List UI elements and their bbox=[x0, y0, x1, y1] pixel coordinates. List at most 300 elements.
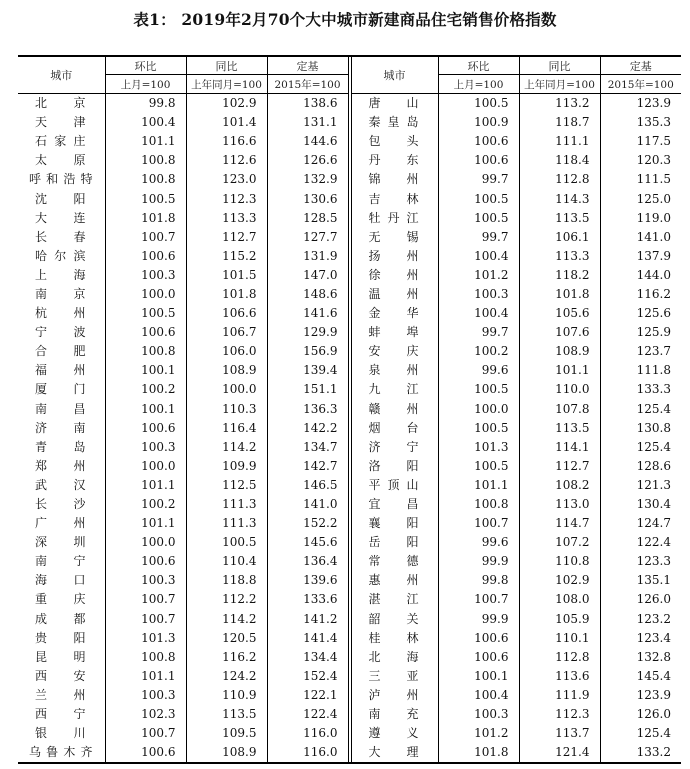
mom-index-right: 99.8 bbox=[438, 571, 519, 590]
city-name-left: 北 京 bbox=[35, 96, 86, 111]
mom-index-left: 100.2 bbox=[105, 495, 186, 514]
mom-index-left: 100.0 bbox=[105, 533, 186, 552]
mom-index-right: 101.2 bbox=[438, 266, 519, 285]
mom-index-right: 99.7 bbox=[438, 228, 519, 247]
base-index-right: 111.5 bbox=[600, 170, 681, 189]
table-row bbox=[18, 94, 681, 114]
yoy-index-right: 108.0 bbox=[519, 590, 600, 609]
city-name-left: 武 汉 bbox=[35, 477, 86, 492]
subheader-mom-right: 上月=100 bbox=[438, 75, 519, 94]
yoy-index-right: 111.9 bbox=[519, 686, 600, 705]
header-yoy-left: 同比 bbox=[186, 56, 267, 75]
yoy-index-right: 101.1 bbox=[519, 361, 600, 380]
table-row bbox=[18, 629, 681, 648]
yoy-index-left: 112.3 bbox=[186, 189, 267, 208]
mom-index-right: 100.5 bbox=[438, 457, 519, 476]
yoy-index-left: 106.7 bbox=[186, 323, 267, 342]
city-name-right: 九 江 bbox=[368, 382, 419, 397]
city-name-left: 南 宁 bbox=[35, 554, 86, 569]
yoy-index-left: 109.5 bbox=[186, 724, 267, 743]
yoy-index-left: 116.4 bbox=[186, 419, 267, 438]
base-index-left: 122.4 bbox=[267, 705, 348, 724]
mom-index-left: 101.1 bbox=[105, 476, 186, 495]
city-name-right: 秦皇岛 bbox=[368, 115, 419, 130]
yoy-index-right: 113.0 bbox=[519, 495, 600, 514]
city-name-left: 南 京 bbox=[35, 286, 86, 301]
city-name-right: 蚌 埠 bbox=[368, 325, 419, 340]
base-index-right: 137.9 bbox=[600, 247, 681, 266]
yoy-index-left: 111.3 bbox=[186, 495, 267, 514]
base-index-right: 133.2 bbox=[600, 743, 681, 763]
yoy-index-right: 118.4 bbox=[519, 151, 600, 170]
yoy-index-left: 124.2 bbox=[186, 667, 267, 686]
base-index-left: 147.0 bbox=[267, 266, 348, 285]
base-index-right: 123.9 bbox=[600, 94, 681, 114]
base-index-left: 139.4 bbox=[267, 361, 348, 380]
mom-index-right: 100.7 bbox=[438, 514, 519, 533]
table-row bbox=[18, 342, 681, 361]
city-name-right: 济 宁 bbox=[368, 439, 419, 454]
base-index-right: 120.3 bbox=[600, 151, 681, 170]
city-name-right: 岳 阳 bbox=[368, 535, 419, 550]
mom-index-right: 100.6 bbox=[438, 132, 519, 151]
mom-index-left: 100.6 bbox=[105, 419, 186, 438]
base-index-right: 124.7 bbox=[600, 514, 681, 533]
table-row bbox=[18, 686, 681, 705]
city-name-right: 三 亚 bbox=[368, 668, 419, 683]
base-index-right: 121.3 bbox=[600, 476, 681, 495]
base-index-right: 135.1 bbox=[600, 571, 681, 590]
mom-index-left: 101.3 bbox=[105, 629, 186, 648]
yoy-index-right: 101.8 bbox=[519, 285, 600, 304]
mom-index-right: 99.9 bbox=[438, 610, 519, 629]
mom-index-right: 100.4 bbox=[438, 686, 519, 705]
mom-index-left: 100.6 bbox=[105, 323, 186, 342]
base-index-right: 126.0 bbox=[600, 590, 681, 609]
table-row bbox=[18, 189, 681, 208]
base-index-left: 138.6 bbox=[267, 94, 348, 114]
base-index-left: 156.9 bbox=[267, 342, 348, 361]
mom-index-left: 100.3 bbox=[105, 571, 186, 590]
table-row bbox=[18, 495, 681, 514]
subheader-base-left: 2015年=100 bbox=[267, 75, 348, 94]
base-index-right: 130.8 bbox=[600, 419, 681, 438]
mom-index-right: 99.6 bbox=[438, 533, 519, 552]
base-index-left: 141.6 bbox=[267, 304, 348, 323]
base-index-right: 123.9 bbox=[600, 686, 681, 705]
base-index-right: 123.3 bbox=[600, 552, 681, 571]
table-row bbox=[18, 170, 681, 189]
header-city-left: 城市 bbox=[18, 56, 105, 94]
base-index-right: 125.0 bbox=[600, 189, 681, 208]
price-index-table bbox=[18, 55, 681, 764]
mom-index-right: 101.1 bbox=[438, 476, 519, 495]
subheader-base-right: 2015年=100 bbox=[600, 75, 681, 94]
mom-index-left: 101.8 bbox=[105, 209, 186, 228]
base-index-left: 136.4 bbox=[267, 552, 348, 571]
yoy-index-left: 118.8 bbox=[186, 571, 267, 590]
base-index-left: 134.7 bbox=[267, 438, 348, 457]
base-index-left: 127.7 bbox=[267, 228, 348, 247]
yoy-index-left: 101.4 bbox=[186, 113, 267, 132]
city-name-right: 安 庆 bbox=[368, 344, 419, 359]
yoy-index-right: 112.8 bbox=[519, 170, 600, 189]
yoy-index-right: 112.8 bbox=[519, 648, 600, 667]
yoy-index-right: 113.7 bbox=[519, 724, 600, 743]
mom-index-left: 100.0 bbox=[105, 457, 186, 476]
yoy-index-left: 109.9 bbox=[186, 457, 267, 476]
mom-index-right: 100.5 bbox=[438, 209, 519, 228]
table-row bbox=[18, 247, 681, 266]
base-index-left: 151.1 bbox=[267, 380, 348, 399]
base-index-right: 125.9 bbox=[600, 323, 681, 342]
table-row bbox=[18, 323, 681, 342]
base-index-right: 126.0 bbox=[600, 705, 681, 724]
yoy-index-left: 114.2 bbox=[186, 438, 267, 457]
city-name-left: 昆 明 bbox=[35, 649, 86, 664]
city-name-left: 青 岛 bbox=[35, 439, 86, 454]
city-name-right: 韶 关 bbox=[368, 611, 419, 626]
yoy-index-left: 112.7 bbox=[186, 228, 267, 247]
yoy-index-left: 110.3 bbox=[186, 400, 267, 419]
city-name-left: 重 庆 bbox=[35, 592, 86, 607]
yoy-index-left: 116.6 bbox=[186, 132, 267, 151]
base-index-left: 152.4 bbox=[267, 667, 348, 686]
city-name-right: 洛 阳 bbox=[368, 458, 419, 473]
base-index-left: 134.4 bbox=[267, 648, 348, 667]
mom-index-left: 100.5 bbox=[105, 304, 186, 323]
table-row bbox=[18, 533, 681, 552]
yoy-index-left: 101.8 bbox=[186, 285, 267, 304]
mom-index-right: 99.7 bbox=[438, 170, 519, 189]
base-index-right: 141.0 bbox=[600, 228, 681, 247]
base-index-left: 141.2 bbox=[267, 610, 348, 629]
mom-index-right: 100.0 bbox=[438, 400, 519, 419]
city-name-left: 郑 州 bbox=[35, 458, 86, 473]
table-row bbox=[18, 457, 681, 476]
yoy-index-right: 107.2 bbox=[519, 533, 600, 552]
mom-index-left: 99.8 bbox=[105, 94, 186, 114]
yoy-index-left: 102.9 bbox=[186, 94, 267, 114]
city-name-right: 烟 台 bbox=[368, 420, 419, 435]
base-index-left: 148.6 bbox=[267, 285, 348, 304]
city-name-left: 海 口 bbox=[35, 573, 86, 588]
city-name-right: 牡丹江 bbox=[368, 210, 419, 225]
mom-index-left: 102.3 bbox=[105, 705, 186, 724]
city-name-left: 呼和浩特 bbox=[29, 172, 93, 187]
city-name-left: 沈 阳 bbox=[35, 191, 86, 206]
table-row bbox=[18, 304, 681, 323]
yoy-index-right: 105.6 bbox=[519, 304, 600, 323]
mom-index-left: 100.7 bbox=[105, 228, 186, 247]
yoy-index-left: 100.5 bbox=[186, 533, 267, 552]
city-name-right: 宜 昌 bbox=[368, 497, 419, 512]
city-name-right: 常 德 bbox=[368, 554, 419, 569]
city-name-left: 福 州 bbox=[35, 363, 86, 378]
mom-index-left: 100.7 bbox=[105, 724, 186, 743]
table-row bbox=[18, 285, 681, 304]
yoy-index-right: 112.7 bbox=[519, 457, 600, 476]
city-name-left: 太 原 bbox=[35, 153, 86, 168]
mom-index-right: 100.7 bbox=[438, 590, 519, 609]
yoy-index-right: 113.5 bbox=[519, 419, 600, 438]
base-index-right: 128.6 bbox=[600, 457, 681, 476]
mom-index-right: 100.1 bbox=[438, 667, 519, 686]
city-name-right: 锦 州 bbox=[368, 172, 419, 187]
yoy-index-left: 123.0 bbox=[186, 170, 267, 189]
yoy-index-left: 106.6 bbox=[186, 304, 267, 323]
table-row bbox=[18, 228, 681, 247]
yoy-index-left: 108.9 bbox=[186, 743, 267, 763]
mom-index-left: 100.1 bbox=[105, 361, 186, 380]
city-name-right: 南 充 bbox=[368, 707, 419, 722]
city-name-right: 包 头 bbox=[368, 134, 419, 149]
city-name-left: 广 州 bbox=[35, 516, 86, 531]
yoy-index-right: 102.9 bbox=[519, 571, 600, 590]
mom-index-right: 101.3 bbox=[438, 438, 519, 457]
yoy-index-right: 108.2 bbox=[519, 476, 600, 495]
yoy-index-right: 110.8 bbox=[519, 552, 600, 571]
city-name-left: 西 宁 bbox=[35, 707, 86, 722]
base-index-right: 117.5 bbox=[600, 132, 681, 151]
city-name-right: 金 华 bbox=[368, 306, 419, 321]
yoy-index-left: 111.3 bbox=[186, 514, 267, 533]
header-city-right: 城市 bbox=[351, 56, 438, 94]
mom-index-right: 99.6 bbox=[438, 361, 519, 380]
mom-index-right: 100.4 bbox=[438, 247, 519, 266]
base-index-right: 135.3 bbox=[600, 113, 681, 132]
city-name-right: 赣 州 bbox=[368, 401, 419, 416]
city-name-right: 泸 州 bbox=[368, 687, 419, 702]
mom-index-left: 100.8 bbox=[105, 170, 186, 189]
header-yoy-right: 同比 bbox=[519, 56, 600, 75]
base-index-left: 129.9 bbox=[267, 323, 348, 342]
yoy-index-right: 113.5 bbox=[519, 209, 600, 228]
city-name-left: 宁 波 bbox=[35, 325, 86, 340]
yoy-index-right: 111.1 bbox=[519, 132, 600, 151]
base-index-left: 142.2 bbox=[267, 419, 348, 438]
table-row bbox=[18, 705, 681, 724]
yoy-index-right: 105.9 bbox=[519, 610, 600, 629]
mom-index-right: 100.5 bbox=[438, 94, 519, 114]
mom-index-right: 100.5 bbox=[438, 189, 519, 208]
city-name-left: 乌鲁木齐 bbox=[18, 743, 105, 763]
base-index-left: 145.6 bbox=[267, 533, 348, 552]
table-row bbox=[18, 266, 681, 285]
yoy-index-right: 108.9 bbox=[519, 342, 600, 361]
yoy-index-left: 110.4 bbox=[186, 552, 267, 571]
city-name-right: 湛 江 bbox=[368, 592, 419, 607]
subheader-yoy-left: 上年同月=100 bbox=[186, 75, 267, 94]
mom-index-left: 101.1 bbox=[105, 132, 186, 151]
table-row bbox=[18, 724, 681, 743]
city-name-right: 平顶山 bbox=[368, 477, 419, 492]
mom-index-left: 100.3 bbox=[105, 266, 186, 285]
mom-index-right: 99.9 bbox=[438, 552, 519, 571]
base-index-right: 119.0 bbox=[600, 209, 681, 228]
mom-index-left: 100.1 bbox=[105, 400, 186, 419]
mom-index-right: 100.8 bbox=[438, 495, 519, 514]
base-index-right: 133.3 bbox=[600, 380, 681, 399]
yoy-index-right: 118.7 bbox=[519, 113, 600, 132]
table-row bbox=[18, 419, 681, 438]
city-name-left: 银 川 bbox=[35, 726, 86, 741]
mom-index-left: 100.7 bbox=[105, 610, 186, 629]
header-mom-right: 环比 bbox=[438, 56, 519, 75]
mom-index-left: 100.4 bbox=[105, 113, 186, 132]
city-name-right: 扬 州 bbox=[368, 248, 419, 263]
base-index-left: 122.1 bbox=[267, 686, 348, 705]
yoy-index-right: 113.2 bbox=[519, 94, 600, 114]
mom-index-left: 100.7 bbox=[105, 590, 186, 609]
city-name-right: 无 锡 bbox=[368, 229, 419, 244]
city-name-left: 石家庄 bbox=[35, 134, 86, 149]
mom-index-right: 100.5 bbox=[438, 419, 519, 438]
mom-index-left: 100.8 bbox=[105, 648, 186, 667]
table-row bbox=[18, 610, 681, 629]
city-name-right: 桂 林 bbox=[368, 630, 419, 645]
table-row bbox=[18, 552, 681, 571]
city-name-right: 吉 林 bbox=[368, 191, 419, 206]
base-index-right: 123.7 bbox=[600, 342, 681, 361]
base-index-left: 131.1 bbox=[267, 113, 348, 132]
base-index-right: 123.2 bbox=[600, 610, 681, 629]
yoy-index-right: 121.4 bbox=[519, 743, 600, 763]
base-index-right: 116.2 bbox=[600, 285, 681, 304]
city-name-left: 合 肥 bbox=[35, 344, 86, 359]
yoy-index-right: 114.3 bbox=[519, 189, 600, 208]
yoy-index-right: 110.1 bbox=[519, 629, 600, 648]
city-name-right: 北 海 bbox=[368, 649, 419, 664]
yoy-index-right: 114.7 bbox=[519, 514, 600, 533]
base-index-right: 144.0 bbox=[600, 266, 681, 285]
base-index-left: 132.9 bbox=[267, 170, 348, 189]
base-index-left: 141.4 bbox=[267, 629, 348, 648]
city-name-left: 兰 州 bbox=[35, 687, 86, 702]
base-index-right: 132.8 bbox=[600, 648, 681, 667]
yoy-index-right: 106.1 bbox=[519, 228, 600, 247]
city-name-right: 唐 山 bbox=[368, 96, 419, 111]
yoy-index-left: 113.3 bbox=[186, 209, 267, 228]
mom-index-right: 100.6 bbox=[438, 629, 519, 648]
yoy-index-left: 100.0 bbox=[186, 380, 267, 399]
yoy-index-left: 115.2 bbox=[186, 247, 267, 266]
mom-index-left: 100.3 bbox=[105, 686, 186, 705]
city-name-left: 成 都 bbox=[35, 611, 86, 626]
mom-index-right: 100.3 bbox=[438, 285, 519, 304]
base-index-right: 125.4 bbox=[600, 438, 681, 457]
mom-index-right: 100.5 bbox=[438, 380, 519, 399]
table-row bbox=[18, 590, 681, 609]
mom-index-left: 100.0 bbox=[105, 285, 186, 304]
header-base-right: 定基 bbox=[600, 56, 681, 75]
table-row bbox=[18, 571, 681, 590]
city-name-left: 天 津 bbox=[35, 115, 86, 130]
table-row bbox=[18, 667, 681, 686]
table-row bbox=[18, 438, 681, 457]
table-row bbox=[18, 113, 681, 132]
city-name-left: 厦 门 bbox=[35, 382, 86, 397]
yoy-index-right: 112.3 bbox=[519, 705, 600, 724]
yoy-index-left: 120.5 bbox=[186, 629, 267, 648]
city-name-left: 上 海 bbox=[35, 267, 86, 282]
yoy-index-right: 114.1 bbox=[519, 438, 600, 457]
mom-index-left: 100.8 bbox=[105, 342, 186, 361]
table-row bbox=[18, 361, 681, 380]
table-row bbox=[18, 132, 681, 151]
table-row bbox=[18, 209, 681, 228]
city-name-left: 杭 州 bbox=[35, 306, 86, 321]
city-name-left: 长 春 bbox=[35, 229, 86, 244]
mom-index-left: 100.6 bbox=[105, 247, 186, 266]
yoy-index-left: 110.9 bbox=[186, 686, 267, 705]
base-index-right: 122.4 bbox=[600, 533, 681, 552]
base-index-left: 126.6 bbox=[267, 151, 348, 170]
yoy-index-left: 116.2 bbox=[186, 648, 267, 667]
table-title: 表1： 2019年2月70个大中城市新建商品住宅销售价格指数 bbox=[133, 10, 557, 29]
mom-index-left: 100.6 bbox=[105, 743, 186, 763]
city-name-left: 济 南 bbox=[35, 420, 86, 435]
table-row bbox=[18, 476, 681, 495]
city-name-left: 贵 阳 bbox=[35, 630, 86, 645]
table-row bbox=[18, 151, 681, 170]
mom-index-right: 101.8 bbox=[438, 743, 519, 763]
base-index-left: 130.6 bbox=[267, 189, 348, 208]
base-index-left: 133.6 bbox=[267, 590, 348, 609]
table-row bbox=[18, 514, 681, 533]
mom-index-right: 99.7 bbox=[438, 323, 519, 342]
yoy-index-left: 112.6 bbox=[186, 151, 267, 170]
yoy-index-left: 106.0 bbox=[186, 342, 267, 361]
base-index-left: 141.0 bbox=[267, 495, 348, 514]
table-row bbox=[18, 648, 681, 667]
base-index-right: 125.4 bbox=[600, 724, 681, 743]
base-index-left: 152.2 bbox=[267, 514, 348, 533]
city-name-left: 哈尔滨 bbox=[35, 248, 86, 263]
base-index-right: 130.4 bbox=[600, 495, 681, 514]
base-index-left: 128.5 bbox=[267, 209, 348, 228]
city-name-right: 丹 东 bbox=[368, 153, 419, 168]
yoy-index-right: 118.2 bbox=[519, 266, 600, 285]
yoy-index-left: 114.2 bbox=[186, 610, 267, 629]
city-name-right: 泉 州 bbox=[368, 363, 419, 378]
city-name-left: 西 安 bbox=[35, 668, 86, 683]
city-name-right: 襄 阳 bbox=[368, 516, 419, 531]
city-name-right: 温 州 bbox=[368, 286, 419, 301]
mom-index-left: 101.1 bbox=[105, 667, 186, 686]
city-name-left: 南 昌 bbox=[35, 401, 86, 416]
base-index-left: 144.6 bbox=[267, 132, 348, 151]
city-name-left: 长 沙 bbox=[35, 497, 86, 512]
base-index-left: 131.9 bbox=[267, 247, 348, 266]
yoy-index-right: 107.8 bbox=[519, 400, 600, 419]
yoy-index-right: 107.6 bbox=[519, 323, 600, 342]
yoy-index-left: 101.5 bbox=[186, 266, 267, 285]
mom-index-right: 101.2 bbox=[438, 724, 519, 743]
base-index-left: 142.7 bbox=[267, 457, 348, 476]
base-index-right: 125.4 bbox=[600, 400, 681, 419]
base-index-left: 116.0 bbox=[267, 743, 348, 763]
mom-index-left: 101.1 bbox=[105, 514, 186, 533]
table-row bbox=[18, 743, 681, 763]
base-index-right: 123.4 bbox=[600, 629, 681, 648]
subheader-mom-left: 上月=100 bbox=[105, 75, 186, 94]
city-name-right: 遵 义 bbox=[368, 726, 419, 741]
table-row bbox=[18, 400, 681, 419]
base-index-right: 145.4 bbox=[600, 667, 681, 686]
subheader-yoy-right: 上年同月=100 bbox=[519, 75, 600, 94]
mom-index-right: 100.2 bbox=[438, 342, 519, 361]
